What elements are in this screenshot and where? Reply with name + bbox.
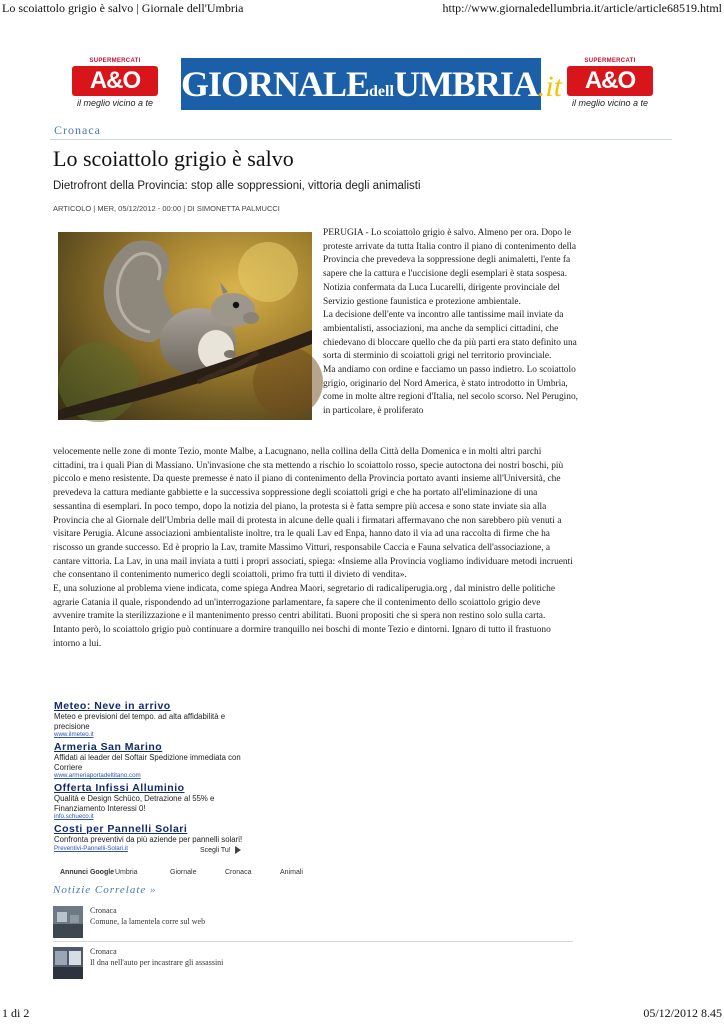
print-page-title: Lo scoiattolo grigio è salvo | Giornale dell'Umbria xyxy=(2,1,244,15)
ao-tagline: il meglio vicino a te xyxy=(571,98,649,108)
google-ads-block xyxy=(54,700,254,855)
article-paragraph: La decisione dell'ente va incontro alle tantissime mail inviate da ambientalisti, associazioni, ma anche da semplici cittadini, che chiedevano di bloccare quello che da più parti era stato definito una sorta di sterminio di scoiattoli grigi nel territorio provinciale. xyxy=(323,310,577,362)
ad-item[interactable] xyxy=(54,700,254,738)
print-datetime: 05/12/2012 8.45 xyxy=(643,1006,722,1020)
choose-button[interactable] xyxy=(200,846,241,854)
ad-link[interactable]: www.armeriaportadeltitano.com xyxy=(54,772,141,779)
related-title-link[interactable]: Il dna nell'auto per incastrare gli assassini xyxy=(90,958,224,967)
section-bar xyxy=(50,123,672,140)
ao-tagline: il meglio vicino a te xyxy=(76,98,154,108)
article-paragraph: velocemente nelle zone di monte Tezio, monte Malbe, a Lacugnano, nella collina della Città della Domenica e in molti altri parchi cittadini, tra i quali Pian di Massiano. Un'invasione che sta mettendo a rischio lo scoiattolo rosso, specie autoctona dei nostri boschi, più piccolo e meno resistente. Da queste premesse è nato il piano di contenimento della Provincia portato avanti insieme all'Università, che prevedeva la cattura mediante gabbiette e la successiva soppressione degli scoiattoli grigi e che ha portato all'eliminazione di una sessantina di esemplari. In poco tempo, dopo la notizia del piano, la protesta si è fatta sempre più accesa e sono state inviate sia alla Provincia che al Giornale dell'Umbria delle mail di protesta in alcune delle quali i firmatari affermavano che non sarebbero più venuti a visitare Perugia. Alcune associazioni ambientaliste inoltre, tra le quali Lav ed Enpa, hanno dato il via ad una raccolta di firme che ha riscosso un grande successo. Ed è proprio la Lav, tramite Massimo Vitturi, responsabile Caccia e Fauna selvatica dell'associazione, a cantare vittoria. La Lav, in una mail inviata a tutti i propri associati, spiega: «Insieme alla Provincia vogliamo individuare metodi incruenti che consentano il contenimento numerico degli scoiattoli, primo fra tutti il divieto di vendita». xyxy=(53,447,573,581)
ad-description: Affidati ai leader del Softair Spedizione immediata con Corriere xyxy=(54,753,241,772)
squirrel-photo xyxy=(58,232,312,420)
masthead-part4: .it xyxy=(537,70,563,103)
article-byline: ARTICOLO | MER, 05/12/2012 - 00:00 | DI SIMONETTA PALMUCCI xyxy=(53,204,280,213)
ao-banner-left[interactable] xyxy=(70,58,160,112)
section-link[interactable]: Cronaca xyxy=(54,123,101,137)
play-arrow-icon xyxy=(235,846,241,854)
related-thumbnail[interactable] xyxy=(53,906,83,938)
divider xyxy=(53,941,573,942)
ad-title[interactable]: Armeria San Marino xyxy=(54,741,163,753)
ad-link[interactable]: Preventivi-Pannelli-Solari.it xyxy=(54,844,128,852)
masthead-part1: GIORNALE xyxy=(181,64,370,104)
ad-categories xyxy=(60,869,360,875)
ao-supermarket-label: SUPERMERCATI xyxy=(584,58,636,64)
print-header xyxy=(0,0,724,18)
choose-label: Scegli Tu! xyxy=(200,846,231,854)
ad-description: Qualità e Design Schüco, Detrazione al 55% e Finanziamento Interessi 0! xyxy=(54,794,215,813)
ad-category[interactable]: Giornale xyxy=(170,869,197,876)
ad-description: Confronta preventivi da più aziende per pannelli solari! xyxy=(54,835,243,844)
related-item[interactable] xyxy=(53,906,573,940)
ao-logo: A&O xyxy=(72,66,158,96)
ao-logo: A&O xyxy=(567,66,653,96)
ad-title[interactable]: Costi per Pannelli Solari xyxy=(54,823,188,835)
article-subheadline: Dietrofront della Provincia: stop alle soppressioni, vittoria degli animalisti xyxy=(53,180,421,192)
ad-title[interactable]: Offerta Infissi Alluminio xyxy=(54,782,185,794)
print-page-url: http://www.giornaledellumbria.it/article/article68519.html xyxy=(442,1,722,15)
ad-category[interactable]: Umbria xyxy=(115,869,138,876)
ad-link[interactable]: info.schueco.it xyxy=(54,813,94,820)
ao-banner-right[interactable] xyxy=(565,58,655,112)
ad-category[interactable]: Cronaca xyxy=(225,869,252,876)
article-body-full xyxy=(53,446,573,652)
related-thumbnail[interactable] xyxy=(53,947,83,979)
ad-item[interactable] xyxy=(54,782,254,820)
related-item[interactable] xyxy=(53,947,573,981)
masthead-part2: dell xyxy=(369,83,394,100)
print-page-number: 1 di 2 xyxy=(2,1006,30,1020)
ad-category[interactable]: Animali xyxy=(280,869,303,876)
related-section: Cronaca xyxy=(90,947,117,956)
article-body-side xyxy=(323,227,581,419)
ad-link[interactable]: www.ilmeteo.it xyxy=(54,731,94,738)
related-news-title[interactable]: Notizie Correlate » xyxy=(53,884,157,896)
article-paragraph: PERUGIA - Lo scoiattolo grigio è salvo. Almeno per ora. Dopo le proteste arrivate da tutta Italia contro il piano di contenimento della Provincia che prevedeva la soppressione degli animaletti, l'ente fa sapere che la cattura e l'uccisione degli esemplari è stata sospesa. Notizia confermata da Luca Lucarelli, dirigente provinciale del Servizio gestione faunistica e protezione ambientale. xyxy=(323,228,577,307)
ad-category[interactable]: Annunci Google xyxy=(60,869,115,876)
ad-title[interactable]: Meteo: Neve in arrivo xyxy=(54,700,171,712)
article-headline: Lo scoiattolo grigio è salvo xyxy=(53,146,294,171)
article-paragraph: Ma andiamo con ordine e facciamo un passo indietro. Lo scoiattolo grigio, originario del Nord America, è stato introdotto in Umbria, come in molte altre regioni d'Italia, nel secolo scorso. Nel Perugino, in particolare, è proliferato xyxy=(323,365,579,417)
article-paragraph: E, una soluzione al problema viene indicata, come spiega Andrea Maori, segretario di radicaliperugia.org , dal ministro delle politiche agrarie Catania il quale, rispondendo ad un'interrogazione parlamentare, fa sapere che il contenimento dello scoiattolo grigio deve avvenire tramite la sterilizzazione e il mantenimento presso centri abilitati. Buoni propositi che si spera non restino solo sulla carta. Intanto però, lo scoiattolo grigio può continuare a dormire tranquillo nei boschi di monte Tezio e dintorni. Ignaro di tutto il frastuono intorno a lui. xyxy=(53,584,556,649)
ad-item[interactable] xyxy=(54,741,254,779)
related-title-link[interactable]: Comune, la lamentela corre sul web xyxy=(90,917,206,926)
print-footer xyxy=(0,1006,724,1024)
related-section: Cronaca xyxy=(90,906,117,915)
masthead-logo[interactable] xyxy=(181,58,563,110)
ao-supermarket-label: SUPERMERCATI xyxy=(89,58,141,64)
ad-description: Meteo e previsioni del tempo. ad alta affidabilità e precisione xyxy=(54,712,226,731)
masthead-part3: UMBRIA xyxy=(393,64,538,104)
